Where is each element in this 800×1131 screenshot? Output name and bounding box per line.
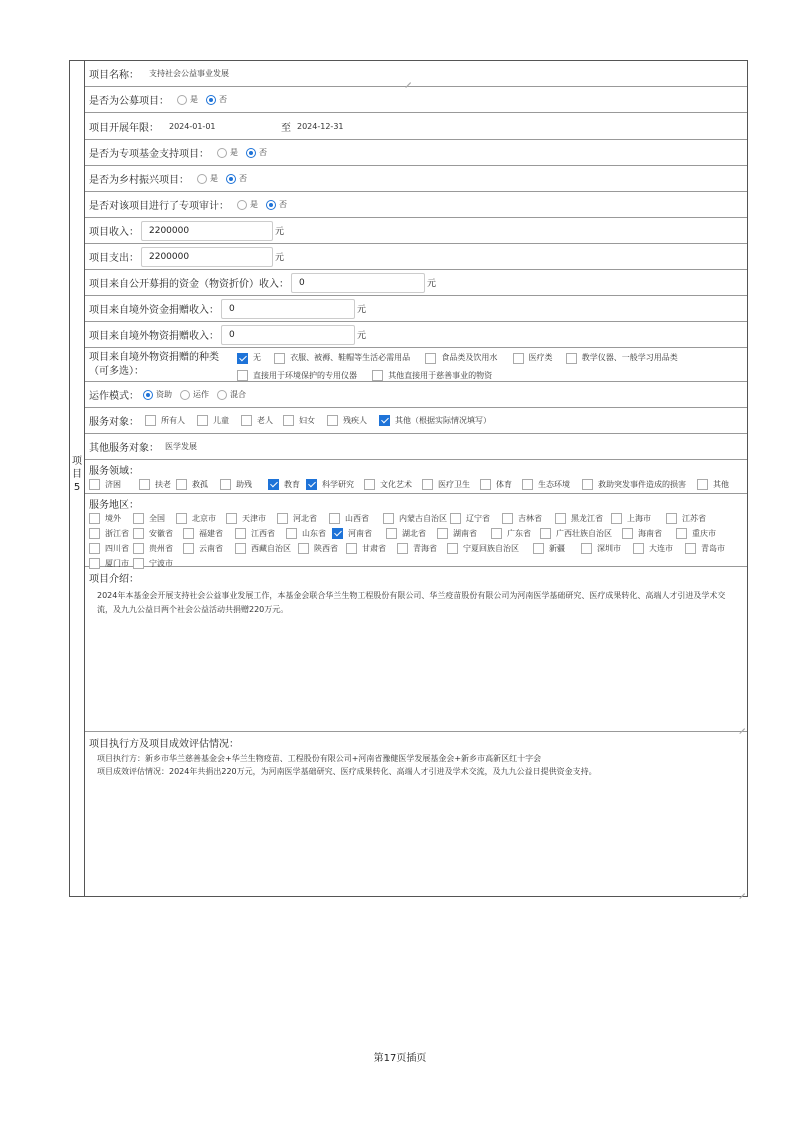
income-unit: 元	[275, 227, 285, 237]
field-education-label: 教育	[284, 480, 300, 489]
region-guizhou-label: 贵州省	[149, 544, 173, 553]
region-sichuan-checkbox[interactable]	[89, 543, 100, 554]
region-shandong-checkbox[interactable]	[286, 528, 297, 539]
region-shenzhen-checkbox[interactable]	[581, 543, 592, 554]
region-shanxi-checkbox[interactable]	[329, 513, 340, 524]
resize-grip-icon[interactable]	[738, 887, 745, 894]
public-income-unit: 元	[427, 279, 437, 289]
region-zhejiang-label: 浙江省	[105, 529, 129, 538]
region-henan-label: 河南省	[348, 529, 372, 538]
public-raise-no-radio[interactable]	[206, 95, 216, 105]
region-options	[89, 511, 743, 571]
project-number-label: 项目5	[72, 456, 82, 493]
mode-operation-label: 运作	[193, 390, 209, 399]
period-to-label: 至	[281, 122, 291, 134]
region-hainan-label: 海南省	[638, 529, 662, 538]
intro-textarea[interactable]: 2024年本基金会开展支持社会公益事业发展工作，本基金会联合华兰生物工程股份有限公司、华兰疫苗股份有限公司为河南医学基础研究、医疗成果转化、高端人才引进及学术交流，及九九公益日两个社会公益活动共捐赠220万元。	[97, 591, 726, 614]
region-beijing-checkbox[interactable]	[176, 513, 187, 524]
goods-other-label: 其他直接用于慈善事业的物资	[388, 370, 493, 380]
resize-grip-icon[interactable]	[738, 722, 745, 729]
project-form	[69, 60, 748, 897]
target-elderly-checkbox[interactable]	[241, 415, 252, 426]
region-block	[85, 494, 747, 567]
region-hebei-checkbox[interactable]	[277, 513, 288, 524]
public-income-label: 项目来自公开募捐的资金（物资折价）收入：	[89, 279, 289, 290]
page-footer: 第17页插页	[373, 1053, 427, 1064]
foreign-goods-input[interactable]: 0	[221, 325, 355, 345]
region-ningbo-label: 宁波市	[149, 559, 173, 568]
field-label: 服务领域：	[89, 466, 139, 477]
public-raise-yes-label: 是	[190, 95, 198, 104]
field-culture-checkbox[interactable]	[364, 479, 375, 490]
audit-yes-radio[interactable]	[237, 200, 247, 210]
period-start-input[interactable]: 2024-01-01	[169, 121, 216, 131]
field-emergency-checkbox[interactable]	[582, 479, 593, 490]
region-tibet-label: 西藏自治区	[251, 544, 291, 553]
goods-teaching-label: 教学仪器、一般学习用品类	[581, 353, 678, 362]
intro-block	[85, 567, 747, 732]
executor-label: 项目执行方及项目成效评估情况：	[89, 739, 239, 750]
region-heilongjiang-checkbox[interactable]	[555, 513, 566, 524]
region-gansu-label: 甘肃省	[362, 544, 386, 553]
region-yunnan-checkbox[interactable]	[183, 543, 194, 554]
rural-yes-label: 是	[210, 174, 218, 183]
field-options	[89, 479, 743, 490]
foreign-fund-unit: 元	[357, 305, 367, 315]
region-shanghai-label: 上海市	[627, 514, 651, 523]
resize-grip-icon[interactable]	[404, 76, 411, 83]
field-health-label: 医疗卫生	[438, 480, 470, 489]
field-emergency-label: 救助突发事件造成的损害	[598, 480, 686, 489]
region-overseas-label: 境外	[105, 514, 121, 523]
foreign-goods-label: 项目来自境外物资捐赠收入：	[89, 331, 219, 342]
foreign-goods-unit: 元	[357, 331, 367, 341]
audit-label: 是否对该项目进行了专项审计：	[89, 201, 229, 212]
public-raise-row	[85, 87, 747, 113]
expense-unit: 元	[275, 253, 285, 263]
region-fujian-label: 福建省	[199, 529, 223, 538]
goods-environment-checkbox[interactable]	[237, 370, 248, 381]
goods-teaching-checkbox[interactable]	[566, 353, 577, 364]
public-raise-no-label: 否	[219, 95, 227, 104]
region-shaanxi-checkbox[interactable]	[298, 543, 309, 554]
foreign-goods-row	[85, 322, 747, 348]
region-ningxia-checkbox[interactable]	[447, 543, 458, 554]
field-sports-label: 体育	[496, 480, 512, 489]
region-jilin-label: 吉林省	[518, 514, 542, 523]
region-innermongolia-label: 内蒙古自治区	[399, 514, 447, 523]
region-hainan-checkbox[interactable]	[622, 528, 633, 539]
region-shaanxi-label: 陕西省	[314, 544, 338, 553]
region-tianjin-label: 天津市	[242, 514, 266, 523]
target-row	[85, 408, 747, 434]
field-elderly-checkbox[interactable]	[139, 479, 150, 490]
intro-label: 项目介绍：	[89, 574, 139, 585]
executor-block	[85, 732, 747, 896]
project-name-input[interactable]: 支持社会公益事业发展	[149, 69, 229, 78]
special-fund-no-label: 否	[259, 148, 267, 157]
target-elderly-label: 老人	[257, 416, 273, 425]
special-fund-label: 是否为专项基金支持项目：	[89, 149, 209, 160]
field-disabled-checkbox[interactable]	[220, 479, 231, 490]
foreign-fund-input[interactable]: 0	[221, 299, 355, 319]
target-label: 服务对象：	[89, 417, 139, 428]
period-end-input[interactable]: 2024-12-31	[297, 121, 344, 131]
region-dalian-label: 大连市	[649, 544, 673, 553]
expense-input[interactable]: 2200000	[141, 247, 273, 267]
public-raise-label: 是否为公募项目：	[89, 96, 169, 107]
mode-funding-label: 资助	[156, 390, 172, 399]
audit-no-label: 否	[279, 200, 287, 209]
goods-none-label: 无	[253, 353, 261, 362]
goods-environment-label: 直接用于环境保护的专用仪器	[253, 370, 357, 380]
field-research-checkbox[interactable]	[306, 479, 317, 490]
region-dalian-checkbox[interactable]	[633, 543, 644, 554]
special-fund-yes-radio[interactable]	[217, 148, 227, 158]
audit-yes-label: 是	[250, 200, 258, 209]
target-all-checkbox[interactable]	[145, 415, 156, 426]
field-other-checkbox[interactable]	[697, 479, 708, 490]
region-label: 服务地区：	[89, 500, 139, 511]
region-liaoning-checkbox[interactable]	[450, 513, 461, 524]
region-fujian-checkbox[interactable]	[183, 528, 194, 539]
goods-medical-label: 医疗类	[528, 353, 553, 362]
region-shandong-label: 山东省	[302, 529, 326, 538]
executor-line2: 项目成效评估情况：2024年共捐出220万元，为河南医学基础研究、医疗成果转化、高端人才引进及学术交流，及九九公益日提供资金支持。	[97, 767, 597, 776]
field-culture-label: 文化艺术	[380, 480, 412, 489]
region-shanghai-checkbox[interactable]	[611, 513, 622, 524]
goods-food-checkbox[interactable]	[425, 353, 436, 364]
field-disabled-label: 助残	[236, 480, 252, 489]
special-fund-yes-label: 是	[230, 148, 238, 157]
region-shenzhen-label: 深圳市	[597, 544, 621, 553]
expense-label: 项目支出：	[89, 253, 139, 264]
field-other-label: 其他	[713, 480, 729, 489]
foreign-fund-row	[85, 296, 747, 322]
rural-row	[85, 166, 747, 192]
target-women-checkbox[interactable]	[283, 415, 294, 426]
region-liaoning-label: 辽宁省	[466, 514, 490, 523]
field-poverty-checkbox[interactable]	[89, 479, 100, 490]
field-ecology-checkbox[interactable]	[522, 479, 533, 490]
target-disabled-label: 残疾人	[343, 416, 367, 425]
region-xiamen-label: 厦门市	[105, 559, 129, 568]
rural-label: 是否为乡村振兴项目：	[89, 175, 189, 186]
other-target-label: 其他服务对象：	[89, 443, 159, 454]
region-national-checkbox[interactable]	[133, 513, 144, 524]
region-anhui-checkbox[interactable]	[133, 528, 144, 539]
rural-no-radio[interactable]	[226, 174, 236, 184]
period-label: 项目开展年限：	[89, 122, 159, 134]
goods-type-label-line2: （可多选）：	[89, 366, 144, 377]
project-side-column	[70, 61, 85, 896]
region-guangxi-label: 广西壮族自治区	[556, 529, 612, 538]
region-jiangxi-checkbox[interactable]	[235, 528, 246, 539]
income-label: 项目收入：	[89, 227, 139, 238]
region-guizhou-checkbox[interactable]	[133, 543, 144, 554]
region-anhui-label: 安徽省	[149, 529, 173, 538]
other-target-row	[85, 434, 747, 460]
public-raise-yes-radio[interactable]	[177, 95, 187, 105]
rural-yes-radio[interactable]	[197, 174, 207, 184]
region-overseas-checkbox[interactable]	[89, 513, 100, 524]
mode-label: 运作模式：	[89, 391, 139, 402]
region-jilin-checkbox[interactable]	[502, 513, 513, 524]
public-income-input[interactable]: 0	[291, 273, 425, 293]
special-fund-no-radio[interactable]	[246, 148, 256, 158]
region-ningxia-label: 宁夏回族自治区	[463, 544, 519, 553]
field-education-checkbox[interactable]	[268, 479, 279, 490]
region-hebei-label: 河北省	[293, 514, 317, 523]
target-disabled-checkbox[interactable]	[327, 415, 338, 426]
income-row	[85, 218, 747, 244]
region-qingdao-label: 青岛市	[701, 544, 725, 553]
audit-row	[85, 192, 747, 218]
goods-type-label-line1: 项目来自境外物资捐赠的种类	[89, 352, 219, 363]
region-guangdong-checkbox[interactable]	[491, 528, 502, 539]
region-chongqing-checkbox[interactable]	[676, 528, 687, 539]
mode-operation-radio[interactable]	[180, 390, 190, 400]
target-women-label: 妇女	[299, 416, 315, 425]
region-xinjiang-checkbox[interactable]	[533, 543, 544, 554]
region-xinjiang-label: 新疆	[549, 544, 565, 553]
region-hubei-checkbox[interactable]	[386, 528, 397, 539]
region-jiangxi-label: 江西省	[251, 529, 275, 538]
goods-type-row	[85, 348, 747, 382]
field-sports-checkbox[interactable]	[480, 479, 491, 490]
region-shanxi-label: 山西省	[345, 514, 369, 523]
expense-row	[85, 244, 747, 270]
goods-other-checkbox[interactable]	[372, 370, 383, 381]
goods-food-label: 食品类及饮用水	[441, 353, 498, 362]
project-name-label: 项目名称：	[89, 70, 139, 81]
goods-medical-checkbox[interactable]	[513, 353, 524, 364]
region-hubei-label: 湖北省	[402, 529, 426, 538]
executor-line1: 项目执行方：新乡市华兰慈善基金会+华兰生物疫苗、工程股份有限公司+河南省豫健医学发展基金会+新乡市高新区红十字会	[97, 754, 542, 763]
region-innermongolia-checkbox[interactable]	[383, 513, 394, 524]
region-qinghai-label: 青海省	[413, 544, 437, 553]
region-tibet-checkbox[interactable]	[235, 543, 246, 554]
public-income-row	[85, 270, 747, 296]
region-hunan-checkbox[interactable]	[437, 528, 448, 539]
region-beijing-label: 北京市	[192, 514, 216, 523]
mode-funding-radio[interactable]	[143, 390, 153, 400]
target-children-label: 儿童	[213, 416, 229, 425]
income-input[interactable]: 2200000	[141, 221, 273, 241]
mode-mixed-radio[interactable]	[217, 390, 227, 400]
region-qinghai-checkbox[interactable]	[397, 543, 408, 554]
form-body	[85, 61, 747, 896]
region-guangxi-checkbox[interactable]	[540, 528, 551, 539]
field-poverty-label: 济困	[105, 480, 121, 489]
field-health-checkbox[interactable]	[422, 479, 433, 490]
region-zhejiang-checkbox[interactable]	[89, 528, 100, 539]
field-block	[85, 460, 747, 494]
mode-mixed-label: 混合	[230, 390, 246, 399]
region-gansu-checkbox[interactable]	[346, 543, 357, 554]
period-row	[85, 113, 747, 140]
field-orphan-checkbox[interactable]	[176, 479, 187, 490]
target-all-label: 所有人	[161, 416, 185, 425]
field-elderly-label: 扶老	[155, 480, 171, 489]
rural-no-label: 否	[239, 174, 247, 183]
goods-clothing-checkbox[interactable]	[274, 353, 285, 364]
region-tianjin-checkbox[interactable]	[226, 513, 237, 524]
audit-no-radio[interactable]	[266, 200, 276, 210]
region-jiangsu-label: 江苏省	[682, 514, 706, 523]
executor-textarea[interactable]	[89, 750, 743, 778]
goods-clothing-label: 衣服、被褥、鞋帽等生活必需用品	[290, 353, 411, 362]
other-target-input[interactable]: 医学发展	[165, 442, 197, 451]
target-other-label: 其他（根据实际情况填写）	[395, 416, 491, 425]
region-national-label: 全国	[149, 514, 165, 523]
region-chongqing-label: 重庆市	[692, 529, 716, 538]
goods-none-checkbox[interactable]	[237, 353, 248, 364]
region-yunnan-label: 云南省	[199, 544, 223, 553]
region-sichuan-label: 四川省	[105, 544, 129, 553]
region-henan-checkbox[interactable]	[332, 528, 343, 539]
target-children-checkbox[interactable]	[197, 415, 208, 426]
target-other-checkbox[interactable]	[379, 415, 390, 426]
foreign-fund-label: 项目来自境外资金捐赠收入：	[89, 305, 219, 316]
region-jiangsu-checkbox[interactable]	[666, 513, 677, 524]
region-hunan-label: 湖南省	[453, 529, 477, 538]
region-guangdong-label: 广东省	[507, 529, 531, 538]
field-orphan-label: 救孤	[192, 480, 208, 489]
field-ecology-label: 生态环境	[538, 480, 570, 489]
field-research-label: 科学研究	[322, 480, 354, 489]
project-name-row	[85, 61, 747, 87]
region-heilongjiang-label: 黑龙江省	[571, 514, 603, 523]
special-fund-row	[85, 140, 747, 166]
region-qingdao-checkbox[interactable]	[685, 543, 696, 554]
